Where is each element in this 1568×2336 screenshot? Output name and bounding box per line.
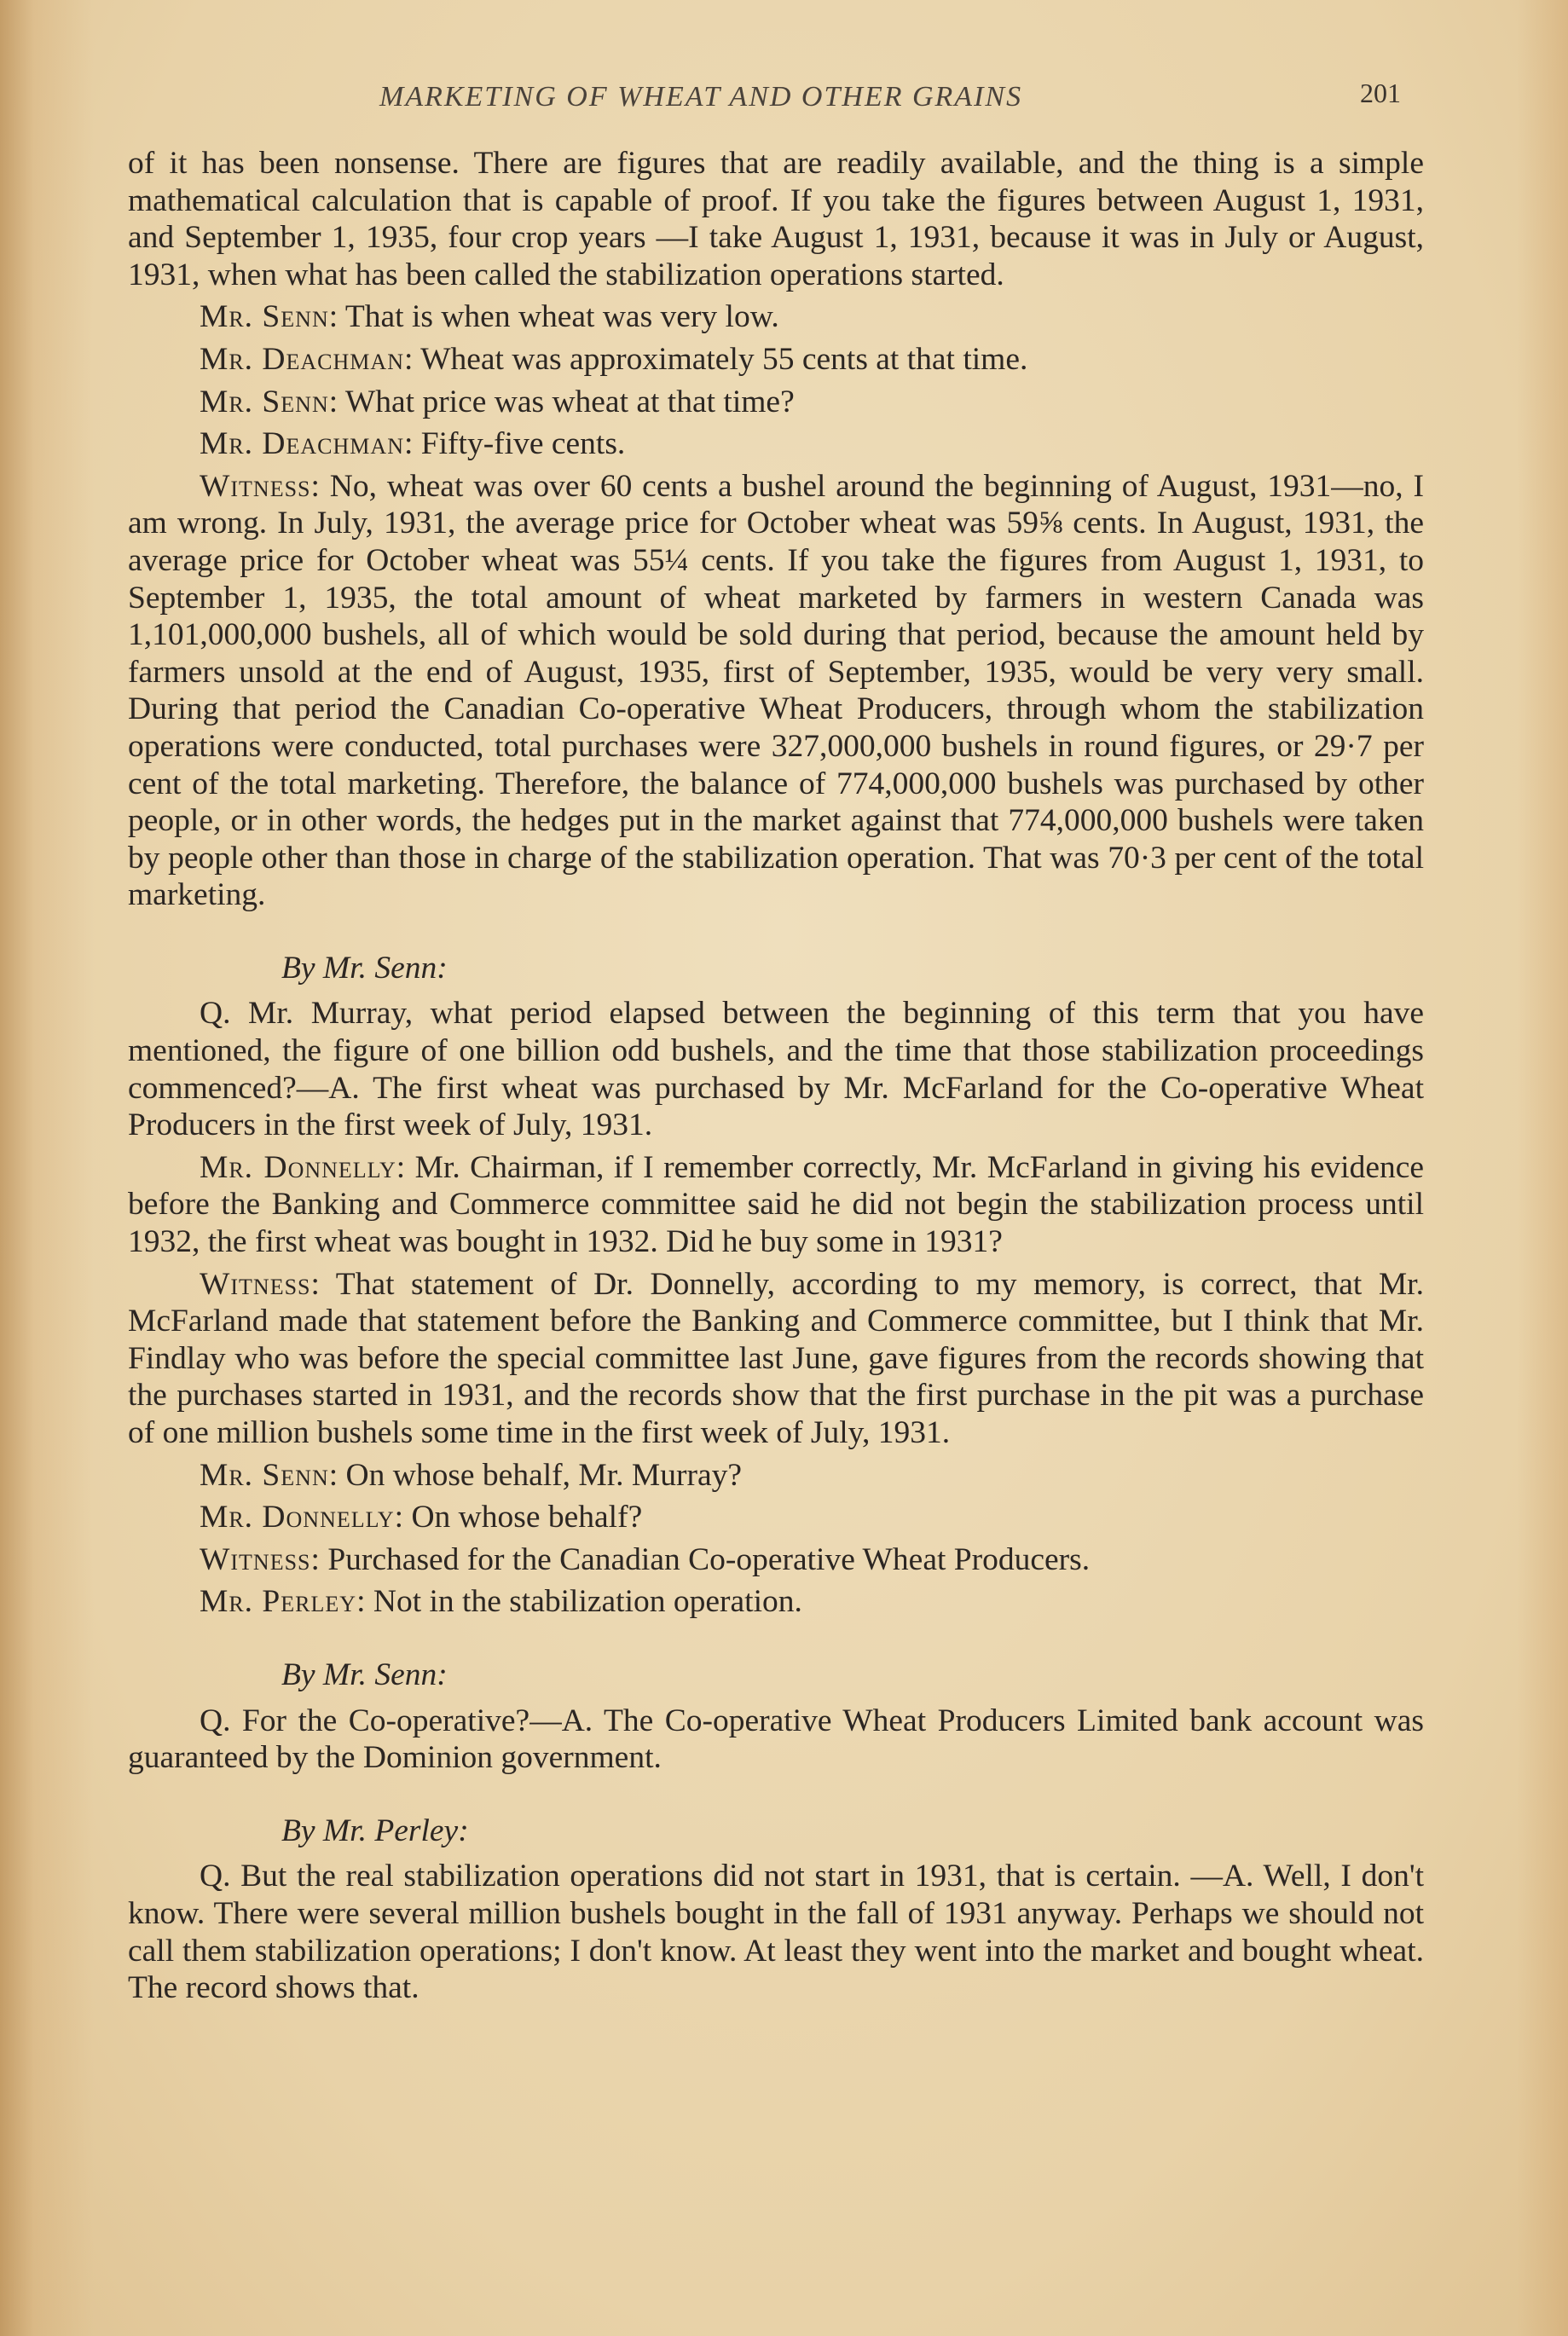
testimony-line: Mr. Senn: On whose behalf, Mr. Murray? [200,1457,742,1493]
testimony-text: No, wheat was over 60 cents a bushel around the beginning of August, 1931—no, I am wrong. In July, 1931, the average price for October wheat was 59⅝ cents. In August, 1931, the average price for October wheat was 55¼ cents. If you take the figures from August 1, 1931, to September 1, 1935, the total amount of wheat marketed by farmers in western Canada was 1,101,000,000 bushels, all of which would be sold during that period, because the amount held by farmers unsold at the end of August, 1935, first of September, 1935, would be very very small. During that period the Canadian Co-operative Wheat Producers, through whom the stabilization operations were conducted, total purchases were 327,000,000 bushels in round figures, or 29·7 per cent of the total marketing. Therefore, the balance of 774,000,000 bushels was purchased by other people, or in other words, the hedges put in the market against that 774,000,000 bushels were taken by people other than those in charge of the stabilization operation. That was 70·3 per cent of the total marketing. [128,468,1424,913]
testimony-text: Purchased for the Canadian Co-operative Wheat Producers. [327,1541,1091,1577]
question-answer: Q. But the real stabilization operations did not start in 1931, that is certain. —A. Well, I don't know. There were several million bushels bought in the fall of 1931 anyway. Perhaps we should not call them stabilization operations; I don't know. At least they went into the market and bought wheat. The record shows that. [128,1859,1424,2006]
testimony-line: Mr. Deachman: Wheat was approximately 55 cents at that time. [200,341,1028,377]
speaker: Witness [200,468,311,504]
testimony-text: Fifty-five cents. [420,426,626,462]
testimony-line: Witness: No, wheat was over 60 cents a bushel around the beginning of August, 1931—no, I am wrong. In July, 1931, the average price for October wheat was 59⅝ cents. In August, 1931, the average price for October wheat was 55¼ cents. If you take the figures from August 1, 1931, to September 1, 1935, the total amount of wheat marketed by farmers in western Canada was 1,101,000,000 bushels, all of which would be sold during that period, because the amount held by farmers unsold at the end of August, 1935, first of September, 1935, would be very very small. During that period the Canadian Co-operative Wheat Producers, through whom the stabilization operations were conducted, total purchases were 327,000,000 bushels in round figures, or 29·7 per cent of the total marketing. Therefore, the balance of 774,000,000 bushels was purchased by other people, or in other words, the hedges put in the market against that 774,000,000 bushels were taken by people other than those in charge of the stabilization operation. That was 70·3 per cent of the total marketing. [128,468,1424,913]
testimony-text: That is when wheat was very low. [344,299,779,335]
testimony-line: Mr. Donnelly: Mr. Chairman, if I remember correctly, Mr. McFarland in giving his evidence before the Banking and Commerce committee said he did not begin the stabilization process until 1932, the first wheat was bought in 1932. Did he buy some in 1931? [128,1149,1425,1260]
page-number: 201 [1360,78,1401,108]
examiner-heading: By Mr. Senn: [281,1657,448,1692]
testimony-line: Mr. Deachman: Fifty-five cents. [200,426,626,462]
testimony-line: Witness: Purchased for the Canadian Co-operative Wheat Producers. [200,1541,1091,1577]
testimony-line: Witness: That statement of Dr. Donnelly, according to my memory, is correct, that Mr. McFarland made that statement before the Banking and Commerce committee, but I think that Mr. Findlay who was before the special committee last June, gave figures from the records showing that the purchases started in 1931, and the records show that the first purchase in the pit was a purchase of one million bushels some time in the first week of July, 1931. [128,1266,1424,1450]
speaker: Mr. Senn [200,299,329,335]
question-answer: Q. For the Co-operative?—A. The Co-operative Wheat Producers Limited bank account was guaranteed by the Dominion government. [128,1703,1424,1776]
speaker: Mr. Deachman [200,341,404,377]
speaker: Mr. Senn [200,1457,329,1493]
examiner-heading: By Mr. Senn: [281,950,448,986]
speaker: Witness [200,1541,311,1577]
testimony-text: Mr. Chairman, if I remember correctly, Mr. McFarland in giving his evidence before the Banking and Commerce committee said he did not begin the stabilization process until 1932, the first wheat was bought in 1932. Did he buy some in 1931? [128,1149,1425,1260]
testimony-line: Mr. Senn: That is when wheat was very low. [200,299,779,335]
speaker: Mr. Senn [200,384,329,419]
testimony-line: Mr. Senn: What price was wheat at that time? [200,384,795,419]
speaker: Mr. Donnelly [200,1149,396,1185]
testimony-text: On whose behalf, Mr. Murray? [345,1457,742,1493]
running-title: MARKETING OF WHEAT AND OTHER GRAINS [379,81,1023,113]
question-answer: Q. Mr. Murray, what period elapsed between the beginning of this term that you have mentioned, the figure of one billion odd bushels, and the time that those stabilization proceedings commenced?—A. The first wheat was purchased by Mr. McFarland for the Co-operative Wheat Producers in the first week of July, 1931. [128,996,1424,1143]
speaker: Mr. Donnelly [200,1500,395,1535]
testimony-text: What price was wheat at that time? [344,384,795,419]
testimony-text: That statement of Dr. Donnelly, according to my memory, is correct, that Mr. McFarland made that statement before the Banking and Commerce committee, but I think that Mr. Findlay who was before the special committee last June, gave figures from the records showing that the purchases started in 1931, and the records show that the first purchase in the pit was a purchase of one million bushels some time in the first week of July, 1931. [128,1266,1424,1450]
testimony-text: On whose behalf? [411,1500,643,1535]
page-body [128,145,1424,2012]
speaker: Witness [200,1266,311,1302]
speaker: Mr. Deachman [200,426,404,462]
testimony-line: Mr. Donnelly: On whose behalf? [200,1500,643,1535]
examiner-heading: By Mr. Perley: [281,1813,469,1848]
speaker: Mr. Perley [200,1584,357,1620]
testimony-line: Mr. Perley: Not in the stabilization operation. [200,1584,802,1620]
paragraph-continuation: of it has been nonsense. There are figures that are readily available, and the thing is a simple mathematical calculation that is capable of proof. If you take the figures between August 1, 1931, and September 1, 1935, four crop years —I take August 1, 1931, because it was in July or August, 1931, when what has been called the stabilization operations started. [128,146,1424,292]
testimony-text: Not in the stabilization operation. [373,1584,802,1620]
page-header [0,78,1568,124]
testimony-text: Wheat was approximately 55 cents at that time. [420,341,1028,377]
